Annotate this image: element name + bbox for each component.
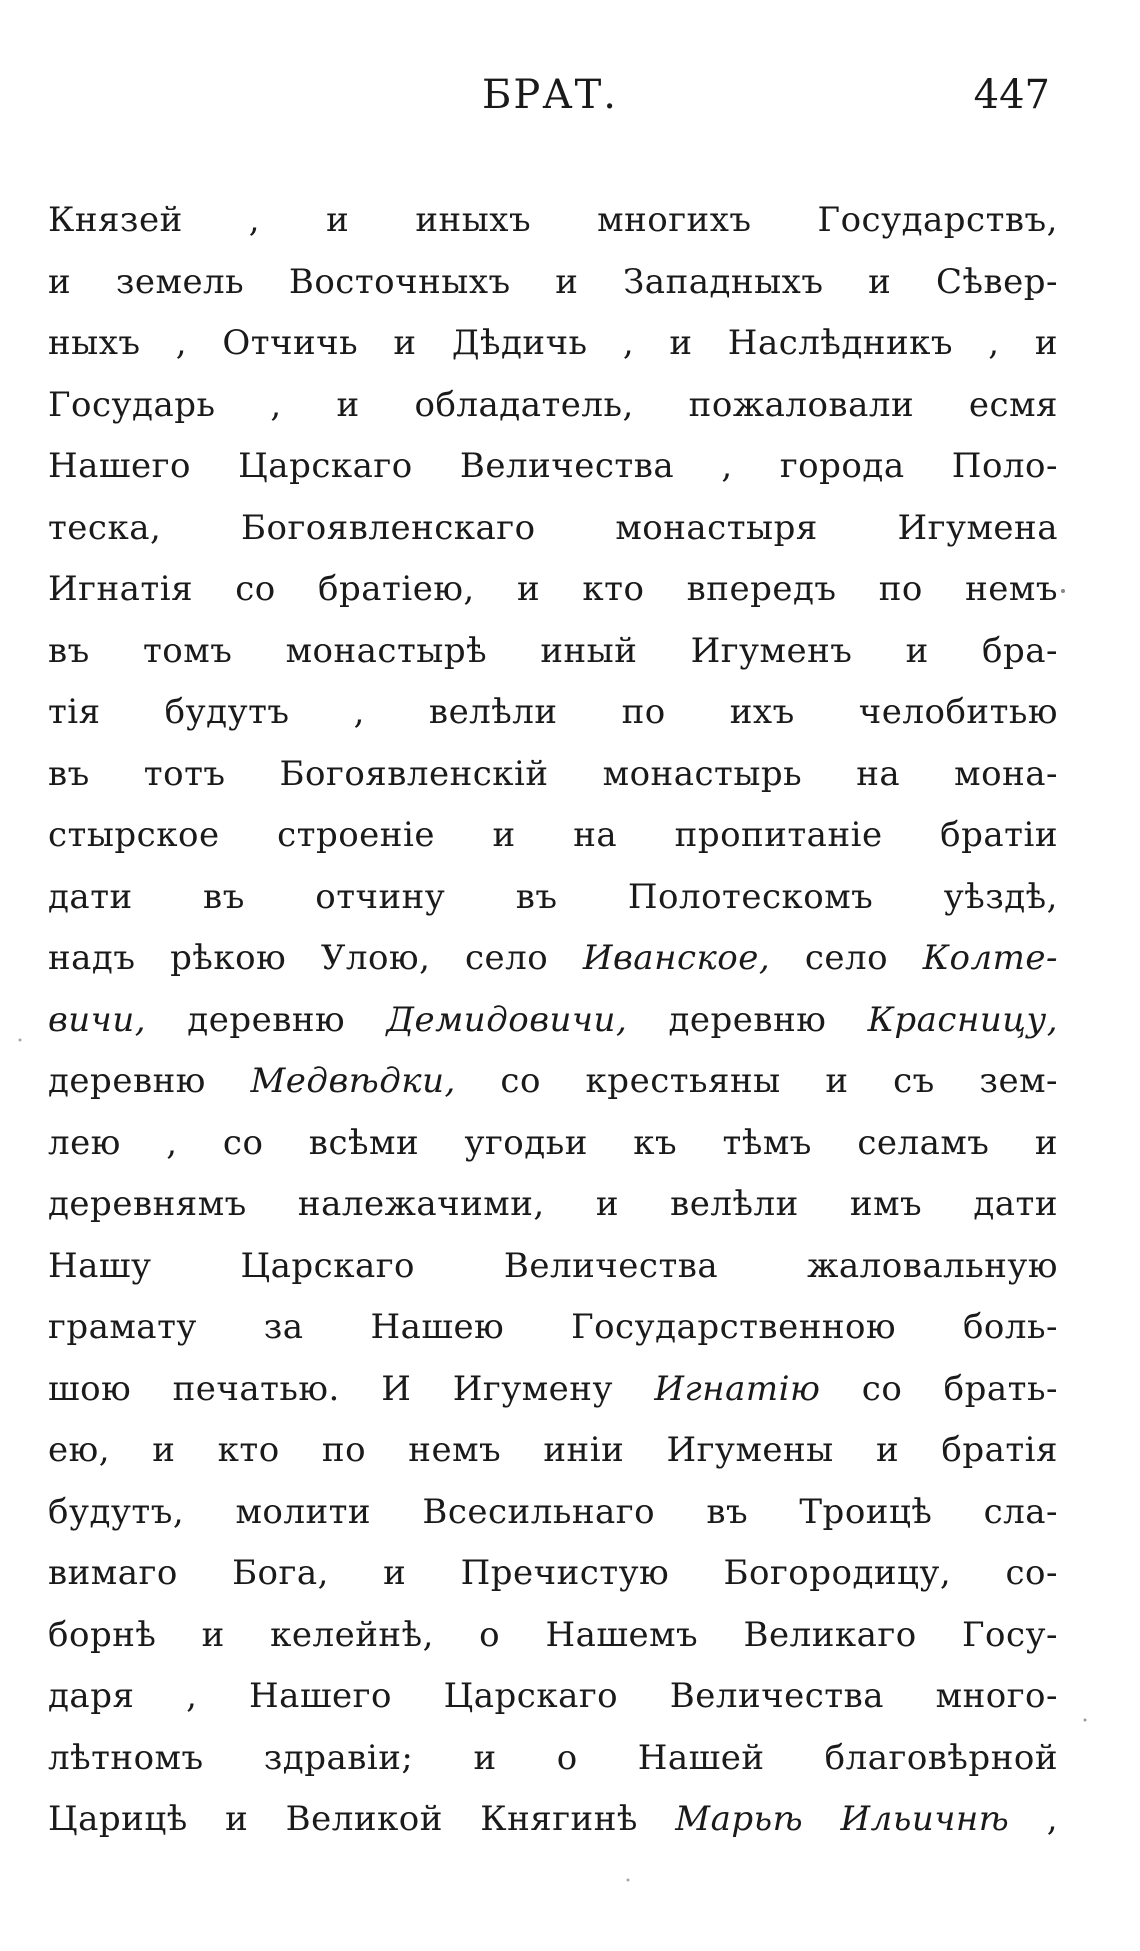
text-line (48, 1051, 1058, 1113)
text-line (48, 1789, 1058, 1851)
text-line (48, 1543, 1058, 1605)
text-line (48, 1236, 1058, 1298)
text-line (48, 621, 1058, 683)
text-segment: деревню (627, 999, 868, 1040)
text-line (48, 1420, 1058, 1482)
text-segment: Игнатія со братіею, и кто впередъ по немъ (48, 569, 1058, 609)
text-segment: теска, Богоявленскаго монастыря Игумена (48, 507, 1058, 548)
text-line (48, 867, 1058, 929)
text-segment: Государь , и обладатель, пожаловали есмя (48, 384, 1058, 425)
text-segment: будутъ, молити Всесильнаго въ Троицѣ сла- (48, 1491, 1058, 1532)
text-segment: борнѣ и келейнѣ, о Нашемъ Великаго Госу- (48, 1614, 1058, 1655)
text-line (48, 1482, 1058, 1544)
text-segment: ею, и кто по немъ иніи Игумены и братія (48, 1430, 1058, 1470)
text-segment: деревню (48, 1061, 251, 1101)
text-segment: лею , со всѣми угодьи къ тѣмъ селамъ и (48, 1122, 1058, 1163)
text-line (48, 1728, 1058, 1790)
text-line (48, 682, 1058, 744)
text-segment: Нашу Царскаго Величества жаловальную (48, 1245, 1058, 1286)
text-segment: вимаго Бога, и Пречистую Богородицу, со- (48, 1553, 1058, 1593)
text-segment: ныхъ , Отчичь и Дѣдичь , и Наслѣдникъ , и (48, 323, 1058, 363)
text-line (48, 498, 1058, 560)
text-segment: стырское строеніе и на пропитаніе братіи (48, 815, 1058, 855)
text-line (48, 990, 1058, 1052)
text-line (48, 559, 1058, 621)
text-segment: надъ рѣкою Улою, село (48, 938, 583, 978)
text-line (48, 1174, 1058, 1236)
page-header (50, 72, 1050, 132)
text-segment: Князей , и иныхъ многихъ Государствъ, (48, 200, 1058, 240)
text-segment: со брать- (820, 1368, 1058, 1409)
text-segment: тія будутъ , велѣли по ихъ челобитью (48, 692, 1058, 732)
running-head: БРАТ. (482, 72, 618, 118)
text-segment: лѣтномъ здравіи; и о Нашей благовѣрной (48, 1737, 1058, 1778)
text-line (48, 1605, 1058, 1667)
text-segment: даря , Нашего Царскаго Величества много- (48, 1676, 1058, 1716)
text-segment: , (1009, 1799, 1058, 1839)
italic-name: вичи, (48, 999, 147, 1040)
text-segment: деревнямъ належачими, и велѣли имъ дати (48, 1184, 1058, 1224)
italic-name: Игнатію (654, 1368, 821, 1409)
italic-name: Демидовичи, (386, 999, 628, 1040)
text-line (48, 375, 1058, 437)
text-segment: Царицѣ и Великой Княгинѣ (48, 1799, 676, 1839)
text-line (48, 252, 1058, 314)
text-line (48, 928, 1058, 990)
text-segment: Нашего Царскаго Величества , города Поло- (48, 446, 1058, 486)
text-line (48, 436, 1058, 498)
italic-name: Иванское, (582, 938, 771, 978)
text-line (48, 805, 1058, 867)
text-segment: въ тотъ Богоявленскій монастырь на мона- (48, 753, 1058, 794)
text-segment: со крестьяны и съ зем- (455, 1061, 1058, 1101)
text-segment: дати въ отчину въ Полотескомъ уѣздѣ, (48, 876, 1058, 917)
text-segment: грамату за Нашею Государственною боль- (48, 1307, 1058, 1347)
italic-name: Красницу, (867, 999, 1058, 1040)
text-segment: деревню (146, 999, 387, 1040)
text-line (48, 744, 1058, 806)
text-line (48, 190, 1058, 252)
page-number: 447 (973, 72, 1050, 118)
text-segment: шою печатью. И Игумену (48, 1368, 655, 1409)
text-line (48, 1113, 1058, 1175)
text-segment: въ томъ монастырѣ иный Игуменъ и бра- (48, 630, 1058, 671)
italic-name: Медвѣдки, (250, 1061, 456, 1101)
text-line (48, 1359, 1058, 1421)
italic-name: Колте- (922, 938, 1058, 978)
text-line (48, 1666, 1058, 1728)
text-segment: село (770, 938, 923, 978)
text-segment: и земель Восточныхъ и Западныхъ и Сѣвер- (48, 261, 1058, 302)
body-text (48, 190, 1058, 1851)
italic-name: Марьѣ Ильичнѣ (675, 1799, 1010, 1839)
text-line (48, 313, 1058, 375)
text-line (48, 1297, 1058, 1359)
